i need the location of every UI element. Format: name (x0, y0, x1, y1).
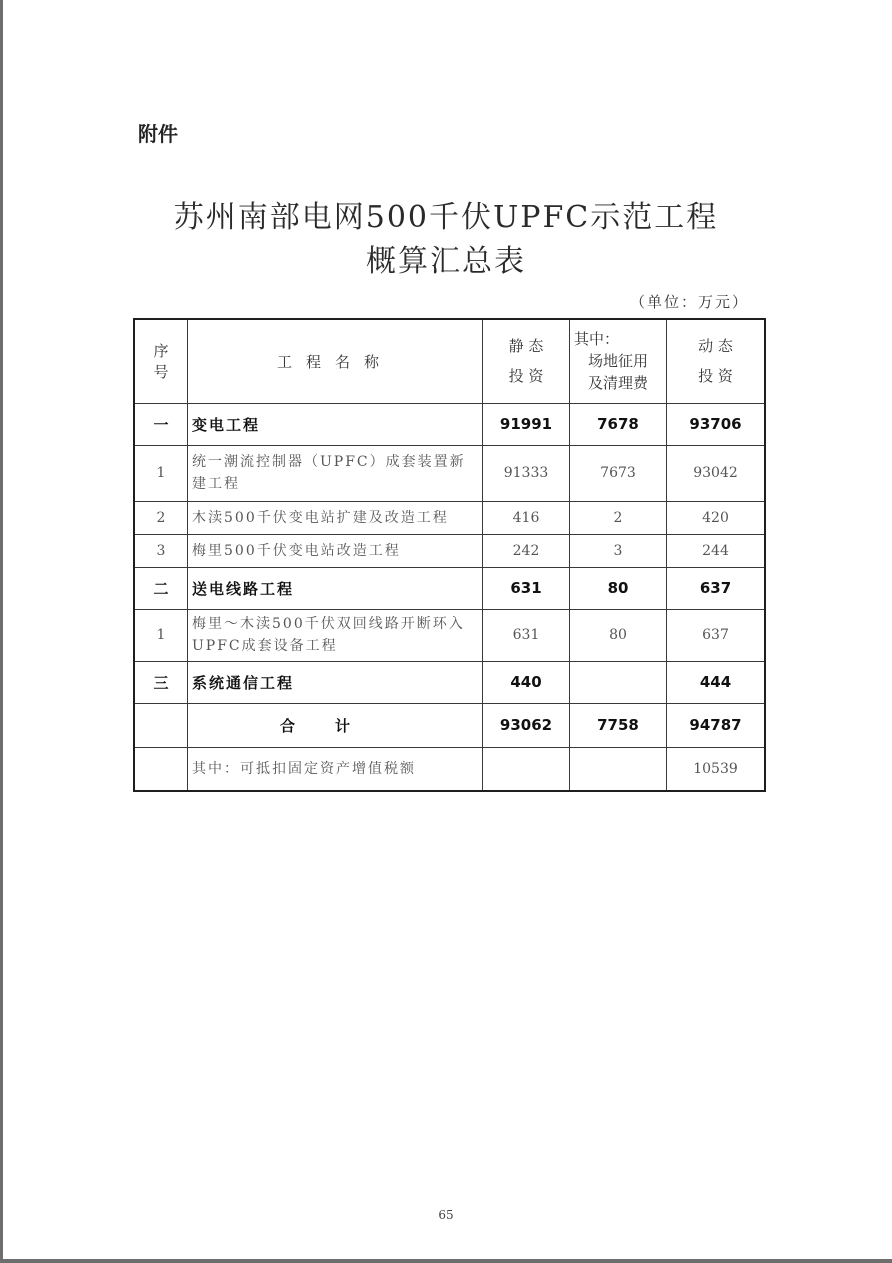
table-row (134, 661, 765, 703)
table-row (134, 609, 765, 661)
row-static: 440 (483, 661, 570, 703)
unit-note: （单位：万元） (630, 293, 750, 311)
row-static (483, 747, 570, 791)
row-static: 91991 (483, 403, 570, 445)
row-land: 80 (570, 609, 667, 661)
table-row (134, 534, 765, 567)
row-seq: 三 (134, 661, 188, 703)
document-title-line1: 苏州南部电网500千伏UPFC示范工程 (173, 200, 719, 235)
row-land: 7673 (570, 445, 667, 501)
row-seq: 二 (134, 567, 188, 609)
row-static: 242 (483, 534, 570, 567)
row-land (570, 747, 667, 791)
row-seq: 1 (134, 445, 188, 501)
table-header-row (134, 319, 765, 403)
row-land: 7678 (570, 403, 667, 445)
row-dynamic: 244 (667, 534, 766, 567)
document-title-line2: 概算汇总表 (366, 244, 526, 279)
row-name: 梅里～木渎500千伏双回线路开断环入UPFC成套设备工程 (188, 609, 483, 661)
row-land: 7758 (570, 703, 667, 747)
row-dynamic: 637 (667, 609, 766, 661)
table-row (134, 501, 765, 534)
table-row (134, 747, 765, 791)
row-dynamic: 420 (667, 501, 766, 534)
row-seq: 一 (134, 403, 188, 445)
row-dynamic: 10539 (667, 747, 766, 791)
row-name: 系统通信工程 (188, 661, 483, 703)
header-land-fee: 其中： 场地征用 及清理费 (570, 319, 667, 403)
table-row (134, 567, 765, 609)
row-static: 631 (483, 609, 570, 661)
attachment-label: 附件 (138, 122, 178, 146)
page-left-edge (0, 0, 3, 1263)
page-number: 65 (438, 1208, 454, 1222)
row-static: 631 (483, 567, 570, 609)
row-static: 93062 (483, 703, 570, 747)
row-name: 梅里500千伏变电站改造工程 (188, 534, 483, 567)
row-name: 变电工程 (188, 403, 483, 445)
row-land (570, 661, 667, 703)
row-seq: 1 (134, 609, 188, 661)
row-name: 送电线路工程 (188, 567, 483, 609)
row-static: 416 (483, 501, 570, 534)
row-seq: 3 (134, 534, 188, 567)
row-name: 统一潮流控制器（UPFC）成套装置新建工程 (188, 445, 483, 501)
header-dynamic-investment: 动 态 投 资 (667, 319, 766, 403)
row-static: 91333 (483, 445, 570, 501)
row-seq (134, 703, 188, 747)
row-dynamic: 637 (667, 567, 766, 609)
table-row (134, 403, 765, 445)
row-seq: 2 (134, 501, 188, 534)
row-dynamic: 93042 (667, 445, 766, 501)
header-static-investment: 静 态 投 资 (483, 319, 570, 403)
row-land: 3 (570, 534, 667, 567)
header-seq: 序 号 (134, 319, 188, 403)
row-dynamic: 444 (667, 661, 766, 703)
row-land: 80 (570, 567, 667, 609)
row-seq (134, 747, 188, 791)
total-row (134, 703, 765, 747)
row-name: 木渎500千伏变电站扩建及改造工程 (188, 501, 483, 534)
row-dynamic: 94787 (667, 703, 766, 747)
table-row (134, 445, 765, 501)
budget-summary-table (133, 318, 766, 792)
row-dynamic: 93706 (667, 403, 766, 445)
row-land: 2 (570, 501, 667, 534)
row-name: 合计 (188, 703, 483, 747)
page-bottom-edge (0, 1259, 892, 1263)
header-name: 工程名称 (188, 319, 483, 403)
row-name: 其中：可抵扣固定资产增值税额 (188, 747, 483, 791)
